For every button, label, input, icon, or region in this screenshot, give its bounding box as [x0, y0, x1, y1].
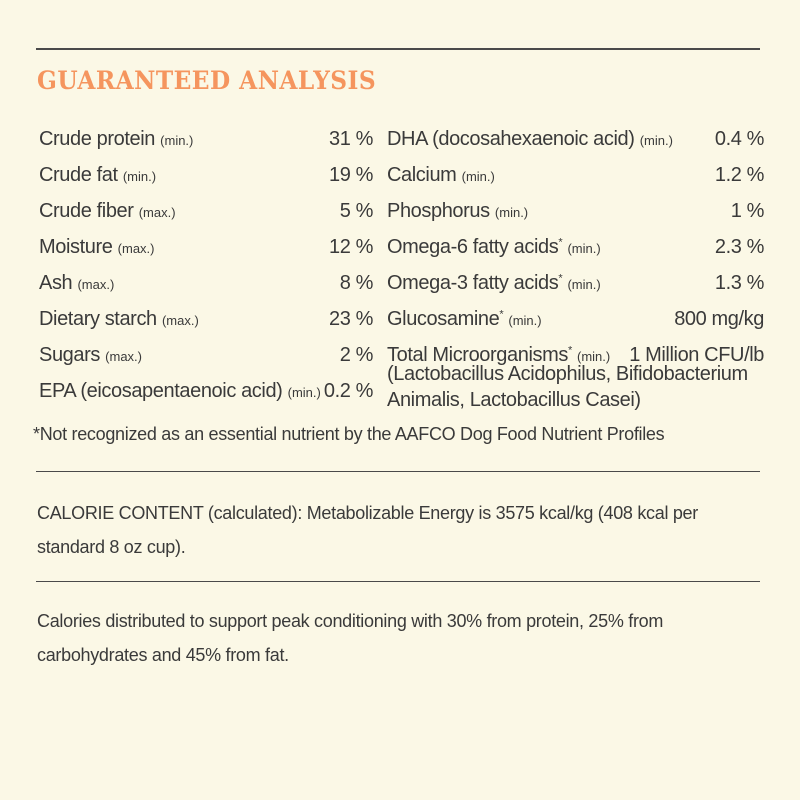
nutrient-value: 0.4 %: [714, 128, 764, 150]
nutrient-qualifier: (max.): [117, 241, 155, 256]
nutrient-name: Total Microorganisms: [387, 344, 568, 366]
nutrient-label: [387, 200, 528, 223]
nutrient-qualifier: (max.): [161, 313, 199, 328]
nutrient-qualifier: (min.): [639, 133, 673, 148]
nutrient-value: 1 Million CFU/lb: [629, 344, 764, 366]
nutrient-label: [39, 164, 156, 187]
analysis-left-column: [39, 128, 373, 416]
nutrient-name: EPA (eicosapentaenoic acid): [39, 380, 283, 402]
nutrient-row: [39, 128, 373, 164]
nutrient-value: 12 %: [329, 236, 373, 258]
nutrient-value: 1 %: [730, 200, 764, 222]
nutrient-qualifier: (min.): [122, 169, 157, 184]
nutrient-row: [39, 272, 373, 308]
nutrient-label: [39, 344, 142, 367]
section-title: GUARANTEED ANALYSIS: [37, 66, 377, 95]
analysis-right-column: [387, 128, 764, 413]
nutrient-qualifier: (max.): [77, 277, 115, 292]
top-divider: [36, 48, 760, 50]
nutrient-qualifier: (max.): [138, 205, 176, 220]
nutrient-name: Sugars: [39, 344, 100, 366]
nutrient-value: 1.3 %: [714, 272, 764, 294]
nutrient-value: 31 %: [329, 128, 373, 150]
footnote-marker: *: [558, 272, 563, 285]
nutrient-label: [387, 272, 601, 295]
nutrient-name: DHA (docosahexaenoic acid): [387, 128, 635, 150]
nutrient-value: 800 mg/kg: [674, 308, 764, 330]
nutrient-name: Phosphorus: [387, 200, 490, 222]
nutrient-value: 19 %: [329, 164, 373, 186]
nutrient-row: [387, 272, 764, 308]
nutrient-row: [387, 200, 764, 236]
nutrient-row: [39, 380, 373, 416]
nutrient-name: Dietary starch: [39, 308, 157, 330]
divider: [36, 581, 760, 582]
nutrient-qualifier: (min.): [567, 277, 601, 292]
nutrient-value: 1.2 %: [714, 164, 764, 186]
nutrient-label: [39, 128, 193, 151]
footnote-marker: *: [558, 236, 563, 249]
nutrient-name: Crude fat: [39, 164, 118, 186]
divider: [36, 471, 760, 472]
nutrient-label: [39, 308, 199, 331]
nutrient-row: [39, 236, 373, 272]
calorie-content: CALORIE CONTENT (calculated): Metabolizable Energy is 3575 kcal/kg (408 kcal per standard 8 oz cup).: [37, 503, 698, 557]
footnote-marker: *: [567, 344, 572, 357]
nutrient-label: [39, 200, 176, 223]
nutrient-name: Crude fiber: [39, 200, 134, 222]
nutrient-name: Ash: [39, 272, 73, 294]
nutrient-label: [39, 236, 155, 259]
nutrient-name: Omega-6 fatty acids: [387, 236, 559, 258]
microorganism-strains: (Lactobacillus Acidophilus, Bifidobacterium Animalis, Lactobacillus Casei): [387, 363, 748, 411]
nutrient-row: [39, 308, 373, 344]
calorie-distribution: Calories distributed to support peak conditioning with 30% from protein, 25% from carbohydrates and 45% from fat.: [37, 611, 664, 665]
nutrient-value: 2 %: [339, 344, 373, 366]
nutrient-name: Calcium: [387, 164, 457, 186]
nutrient-row: [387, 308, 764, 344]
nutrient-qualifier: (min.): [160, 133, 194, 148]
nutrient-row: [39, 344, 373, 380]
nutrient-name: Glucosamine: [387, 308, 500, 330]
nutrient-label: [387, 308, 542, 331]
nutrient-value: 8 %: [339, 272, 373, 294]
nutrient-label: [387, 128, 673, 151]
footnote: *Not recognized as an essential nutrient by the AAFCO Dog Food Nutrient Profiles: [33, 424, 665, 444]
nutrient-name: Moisture: [39, 236, 113, 258]
nutrient-name: Crude protein: [39, 128, 155, 150]
nutrient-value: 23 %: [329, 308, 373, 330]
nutrient-row: [387, 236, 764, 272]
nutrient-value: 0.2 %: [323, 380, 373, 402]
nutrient-qualifier: (min.): [577, 349, 611, 364]
nutrient-label: [387, 164, 495, 187]
nutrient-qualifier: (max.): [105, 349, 142, 364]
nutrient-row: [39, 200, 373, 236]
nutrient-label: [39, 380, 321, 403]
nutrient-row: [39, 164, 373, 200]
nutrient-row: [387, 164, 764, 200]
footnote-marker: *: [499, 308, 504, 321]
nutrient-row: [387, 128, 764, 164]
nutrient-qualifier: (min.): [508, 313, 542, 328]
nutrient-qualifier: (min.): [494, 205, 529, 220]
nutrient-label: [39, 272, 114, 295]
nutrient-value: 2.3 %: [714, 236, 764, 258]
nutrient-label: [387, 236, 601, 259]
nutrient-name: Omega-3 fatty acids: [387, 272, 559, 294]
nutrient-qualifier: (min.): [287, 385, 321, 400]
nutrient-qualifier: (min.): [567, 241, 601, 256]
nutrient-qualifier: (min.): [461, 169, 495, 184]
nutrient-value: 5 %: [339, 200, 373, 222]
